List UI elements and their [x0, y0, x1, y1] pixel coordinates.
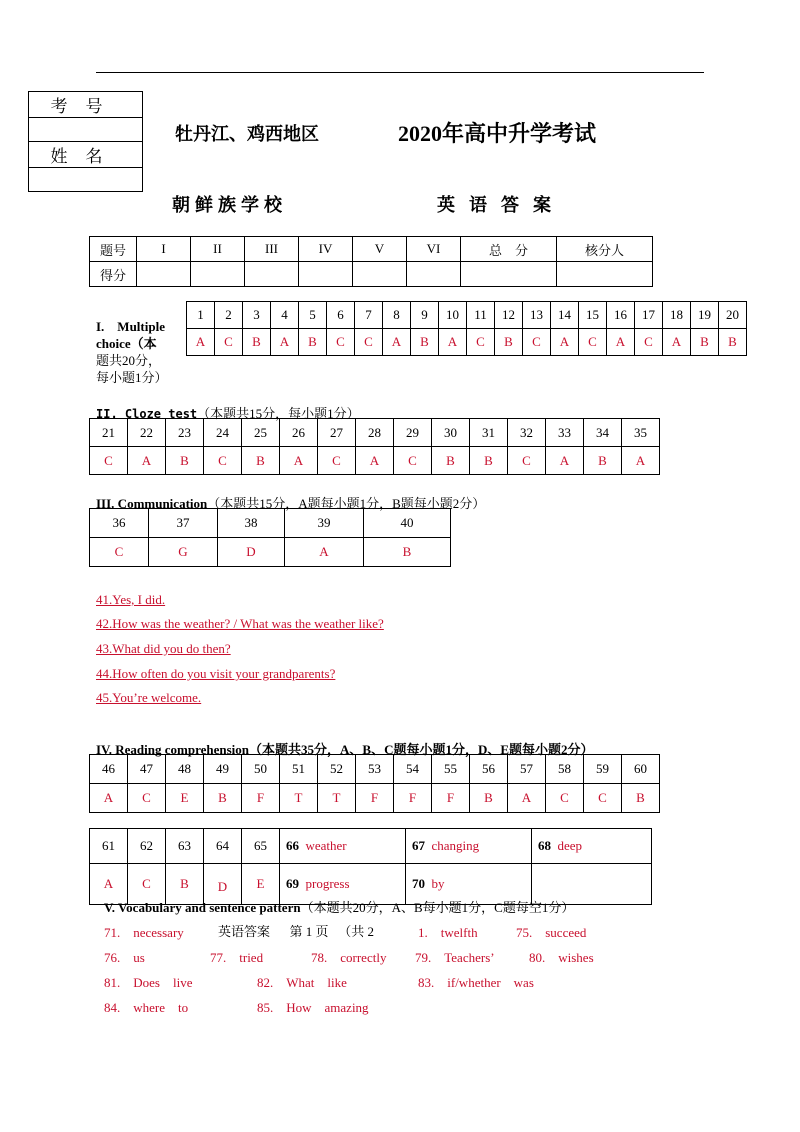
q-number: 65 [242, 829, 280, 864]
answer-44: 44.How often do you visit your grandparents? [96, 666, 336, 681]
answer: C [467, 329, 495, 356]
answer: B [242, 447, 280, 475]
answer: C [508, 447, 546, 475]
q-number: 24 [204, 419, 242, 447]
footer-page: 第 1 页 [289, 924, 329, 939]
answer-43: 43.What did you do then? [96, 641, 231, 656]
score-table [89, 236, 653, 287]
q-number: 10 [439, 302, 467, 329]
q-number: 33 [546, 419, 584, 447]
section3-note: （本题共15分，A题每小题1分，B题每小题2分） [207, 496, 486, 511]
top-rule [96, 72, 704, 73]
q-number: 29 [394, 419, 432, 447]
answer: C [546, 784, 584, 813]
q-number: 63 [166, 829, 204, 864]
answer: C [394, 447, 432, 475]
school-title: 朝鲜族学校 [172, 195, 287, 215]
answer-42: 42.How was the weather? / What was the weather like? [96, 616, 384, 631]
q-number: 31 [470, 419, 508, 447]
answer-71: 71. necessary [104, 925, 184, 940]
section3-title: III. Communication [96, 496, 208, 511]
answer: B [691, 329, 719, 356]
q-number: 58 [546, 755, 584, 784]
answer: A [90, 864, 128, 905]
section4-table-b [89, 828, 652, 905]
score-cell [191, 262, 245, 287]
exam-number-field [29, 118, 143, 142]
q-number: 6 [327, 302, 355, 329]
answer: B [166, 864, 204, 905]
section1-label-line: I. Multiple [96, 319, 165, 334]
q-number: 2 [215, 302, 243, 329]
answer: A [622, 447, 660, 475]
subject-title: 英语答案 [437, 195, 565, 215]
q-number: 21 [90, 419, 128, 447]
section1-label-line: choice（本 [96, 336, 157, 351]
answer: B [432, 447, 470, 475]
section1-label [96, 318, 180, 386]
answer: A [90, 784, 128, 813]
section2-table [89, 418, 660, 475]
answer: C [355, 329, 383, 356]
score-cell [461, 262, 557, 287]
answer: C [128, 784, 166, 813]
answer: A [356, 447, 394, 475]
q-number: 40 [364, 509, 451, 538]
q-number: 51 [280, 755, 318, 784]
q-number: 46 [90, 755, 128, 784]
q-number: 13 [523, 302, 551, 329]
q-number: 70 [412, 876, 425, 891]
section1-label-line: 每小题1分） [96, 370, 168, 385]
q-number: 7 [355, 302, 383, 329]
section4-title: IV. Reading comprehension [96, 742, 250, 757]
q-number: 60 [622, 755, 660, 784]
answer: A [128, 447, 166, 475]
answer: A [439, 329, 467, 356]
score-header: III [245, 237, 299, 262]
answer-78: 78. correctly [311, 950, 387, 965]
answer-75: 75. succeed [516, 925, 587, 940]
score-header: IV [299, 237, 353, 262]
section5-heading [104, 897, 574, 916]
region-title: 牡丹江、鸡西地区 [175, 124, 319, 144]
answer-70: by [431, 876, 445, 891]
q-number: 53 [356, 755, 394, 784]
score-header: 总 分 [461, 237, 557, 262]
q-number: 32 [508, 419, 546, 447]
q-number: 35 [622, 419, 660, 447]
answer: A [663, 329, 691, 356]
answer: B [470, 447, 508, 475]
answer: C [635, 329, 663, 356]
q-number: 38 [218, 509, 285, 538]
q-number: 23 [166, 419, 204, 447]
section5-note: （本题共20分，A、B每小题1分，C题每空1分） [300, 900, 575, 915]
answer: A [546, 447, 584, 475]
q-number: 3 [243, 302, 271, 329]
answer-68-cell [532, 829, 652, 864]
q-number: 25 [242, 419, 280, 447]
q-number: 27 [318, 419, 356, 447]
answer-45: 45.You’re welcome. [96, 690, 202, 705]
exam-title: 2020年高中升学考试 [398, 121, 597, 146]
answer: A [280, 447, 318, 475]
q-number: 19 [691, 302, 719, 329]
answer-66-cell [280, 829, 406, 864]
answer-80: 80. wishes [529, 950, 594, 965]
answer-82: 82. What like [257, 975, 347, 990]
score-header: V [353, 237, 407, 262]
answer: C [327, 329, 355, 356]
answer: A [508, 784, 546, 813]
answer: E [166, 784, 204, 813]
q-number: 50 [242, 755, 280, 784]
q-number: 8 [383, 302, 411, 329]
answer-76: 76. us [104, 950, 145, 965]
answer: D [218, 538, 285, 567]
answer: F [356, 784, 394, 813]
q-number: 37 [149, 509, 218, 538]
answer: C [523, 329, 551, 356]
answer-84: 84. where to [104, 1000, 189, 1015]
q-number: 61 [90, 829, 128, 864]
answer-83: 83. if/whether was [418, 975, 534, 990]
score-header: 核分人 [557, 237, 653, 262]
answer: B [166, 447, 204, 475]
q-number: 28 [356, 419, 394, 447]
score-header: II [191, 237, 245, 262]
q-number: 34 [584, 419, 622, 447]
q-number: 26 [280, 419, 318, 447]
answer: C [579, 329, 607, 356]
score-cell [353, 262, 407, 287]
score-header: VI [407, 237, 461, 262]
q-number: 68 [538, 838, 551, 853]
section2-note: （本题共15分，每小题1分） [197, 406, 360, 421]
q-number: 9 [411, 302, 439, 329]
q-number: 54 [394, 755, 432, 784]
answer: C [584, 784, 622, 813]
q-number: 18 [663, 302, 691, 329]
q-number: 56 [470, 755, 508, 784]
answer: B [584, 447, 622, 475]
answer: A [285, 538, 364, 567]
answer: A [607, 329, 635, 356]
q-number: 15 [579, 302, 607, 329]
answer: F [394, 784, 432, 813]
q-number: 36 [90, 509, 149, 538]
section3-table [89, 508, 451, 567]
q-number: 39 [285, 509, 364, 538]
q-number: 57 [508, 755, 546, 784]
answer-69: progress [305, 876, 350, 891]
score-cell [407, 262, 461, 287]
q-number: 11 [467, 302, 495, 329]
name-field [29, 168, 143, 192]
section4-table-a [89, 754, 660, 813]
answer-74: 1. twelfth [418, 925, 478, 940]
q-number: 64 [204, 829, 242, 864]
q-number: 14 [551, 302, 579, 329]
answer: F [242, 784, 280, 813]
q-number: 55 [432, 755, 470, 784]
answer: T [280, 784, 318, 813]
q-number: 48 [166, 755, 204, 784]
q-number: 16 [607, 302, 635, 329]
answer: C [90, 447, 128, 475]
q-number: 69 [286, 876, 299, 891]
answer: A [551, 329, 579, 356]
section4-note: （本题共35分，A、B、C题每小题1分，D、E题每小题2分） [249, 742, 594, 757]
answer: C [90, 538, 149, 567]
answer: B [299, 329, 327, 356]
score-cell [137, 262, 191, 287]
name-label: 姓名 [29, 142, 143, 168]
exam-number-label: 考号 [29, 92, 143, 118]
section1-table [186, 301, 747, 356]
answer: C [318, 447, 356, 475]
answer: E [242, 864, 280, 905]
q-number: 49 [204, 755, 242, 784]
section5-title: V. Vocabulary and sentence pattern [104, 900, 301, 915]
q-number: 30 [432, 419, 470, 447]
q-number: 59 [584, 755, 622, 784]
q-number: 52 [318, 755, 356, 784]
score-cell [299, 262, 353, 287]
score-row-label: 得分 [90, 262, 137, 287]
q-number: 1 [187, 302, 215, 329]
answer: B [719, 329, 747, 356]
answer: B [495, 329, 523, 356]
answer: A [383, 329, 411, 356]
page-footer [218, 921, 374, 940]
answer-66: weather [305, 838, 347, 853]
q-number: 47 [128, 755, 166, 784]
q-number: 17 [635, 302, 663, 329]
section2-title: II. Cloze test [96, 407, 198, 421]
score-cell [245, 262, 299, 287]
answer: C [215, 329, 243, 356]
answer: B [204, 784, 242, 813]
q-number: 67 [412, 838, 425, 853]
q-number: 4 [271, 302, 299, 329]
answer-77: 77. tried [210, 950, 264, 965]
answer-41: 41.Yes, I did. [96, 592, 166, 607]
answer-68: deep [557, 838, 583, 853]
answer: F [432, 784, 470, 813]
answer: B [364, 538, 451, 567]
footer-subject: 英语答案 [218, 924, 271, 939]
answer: T [318, 784, 356, 813]
q-number: 22 [128, 419, 166, 447]
score-header: 题号 [90, 237, 137, 262]
q-number: 5 [299, 302, 327, 329]
footer-total: （共 2 [338, 924, 375, 939]
answer: G [149, 538, 218, 567]
q-number: 62 [128, 829, 166, 864]
score-header: I [137, 237, 191, 262]
q-number: 20 [719, 302, 747, 329]
answer: C [128, 864, 166, 905]
answer: B [470, 784, 508, 813]
answer: A [271, 329, 299, 356]
q-number: 12 [495, 302, 523, 329]
answer: B [622, 784, 660, 813]
score-cell [557, 262, 653, 287]
answer: B [411, 329, 439, 356]
student-id-box [28, 91, 143, 192]
section1-label-line: 题共20分， [96, 353, 162, 368]
answer: C [204, 447, 242, 475]
answer: A [187, 329, 215, 356]
answer: D [204, 864, 242, 905]
answer-85: 85. How amazing [257, 1000, 369, 1015]
answer-79: 79. Teachers’ [415, 950, 495, 965]
q-number: 66 [286, 838, 299, 853]
answer: B [243, 329, 271, 356]
answer-67: changing [431, 838, 480, 853]
answer-81: 81. Does live [104, 975, 193, 990]
answer-67-cell [406, 829, 532, 864]
